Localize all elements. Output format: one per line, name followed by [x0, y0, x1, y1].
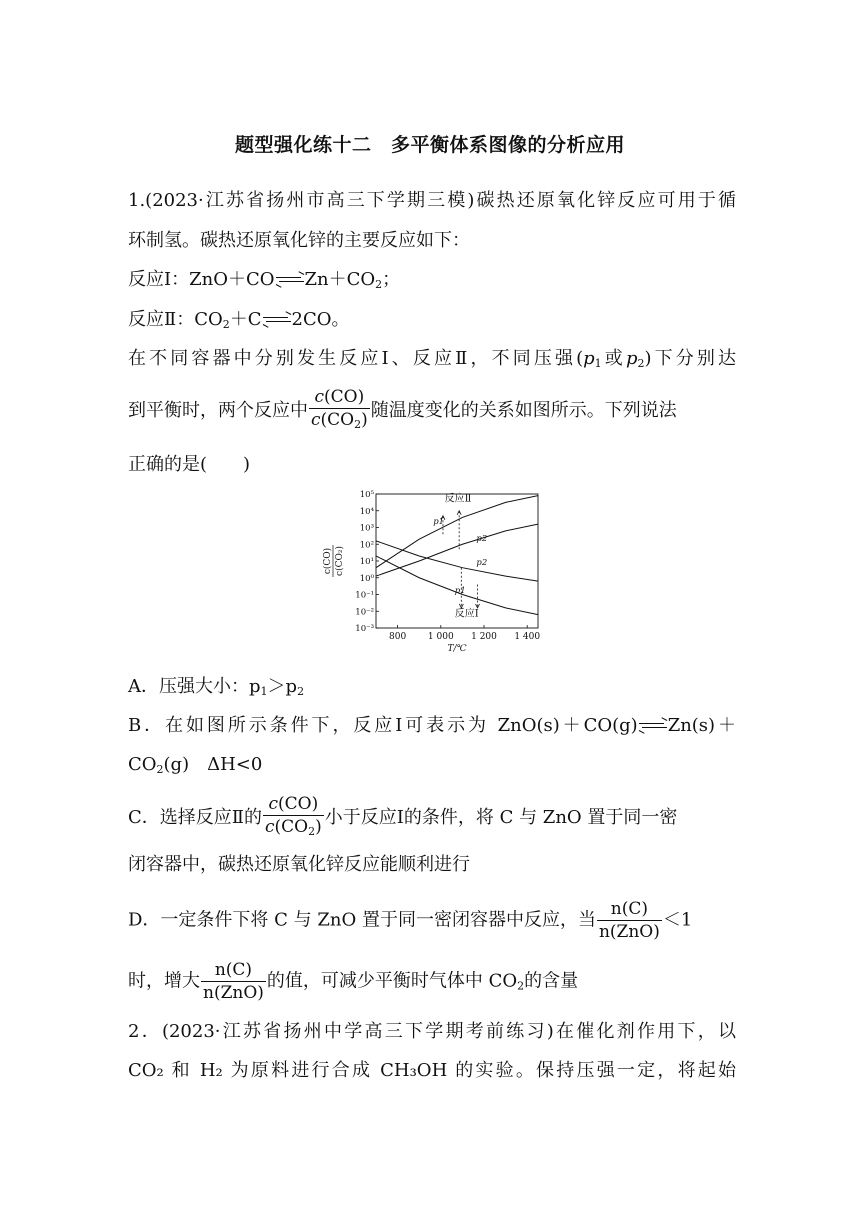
option-d-line-1 — [128, 898, 736, 943]
option-b-a: B．在如图所示条件下，反应Ⅰ可表示为 ZnO(s)＋CO(g) — [128, 715, 638, 736]
q1-line-7: 正确的是( ) — [128, 454, 251, 475]
option-c-line-1 — [128, 793, 736, 843]
x-tick-label: 1 400 — [514, 632, 541, 642]
q1-line-6-b: 随温度变化的关系如图所示。下列说法 — [370, 400, 677, 421]
p1-symbol: p — [583, 348, 595, 369]
d-frac-den: n(ZnO) — [598, 922, 660, 942]
x-axis-label: T/℃ — [447, 644, 467, 654]
option-b-b: Zn(s)＋ — [667, 715, 736, 736]
reaction-1-right: Zn＋CO — [304, 269, 376, 290]
page-title: 题型强化练十二 多平衡体系图像的分析应用 — [234, 134, 625, 156]
q1-line-2: 环制氢。碳热还原氧化锌的主要反应如下： — [128, 230, 470, 251]
reaction-1-label: 反应Ⅰ： — [128, 269, 190, 290]
option-c-b: 小于反应Ⅰ的条件，将 C 与 ZnO 置于同一密 — [324, 807, 678, 828]
q1-line-5-a: 在不同容器中分别发生反应Ⅰ、反应Ⅱ，不同压强( — [128, 348, 584, 369]
option-b-2b: (g) ΔH<0 — [163, 754, 263, 775]
q1-line-6 — [128, 386, 736, 436]
chart-axes — [322, 490, 540, 654]
q1-line-5-b: )下分别达 — [644, 348, 736, 369]
q2-line-1: 2．(2023·江苏省扬州中学高三下学期考前练习)在催化剂作用下，以 — [128, 1021, 736, 1042]
option-b-2a: CO — [128, 754, 157, 775]
option-a: A．压强大小：$p_1>p_2$ — [128, 676, 305, 698]
option-d-2c: 的含量 — [524, 970, 579, 992]
option-d-a: D．一定条件下将 C 与 ZnO 置于同一密闭容器中反应，当 — [128, 909, 596, 931]
d2-frac-num: n(C) — [201, 959, 266, 982]
q1-line-5-or: 或 — [601, 348, 626, 369]
p2-symbol: p — [625, 348, 638, 369]
label-pressure: p2 — [476, 533, 488, 544]
y-tick-label: 10⁴ — [359, 506, 374, 517]
q2-line-2: CO₂ 和 H₂ 为原料进行合成 CH₃OH 的实验。保持压强一定，将起始 — [128, 1060, 736, 1081]
q1-line-6-a: 到平衡时，两个反应中 — [128, 400, 308, 421]
y-axis-label — [322, 545, 345, 577]
d2-frac-den: n(ZnO) — [203, 983, 264, 1003]
series-line — [376, 496, 538, 568]
d-frac-num: n(C) — [597, 898, 662, 921]
fraction-co-co2: $\frac{c(CO)}{c(CO_2)}$ — [311, 387, 368, 431]
label-reaction-1: 反应Ⅰ — [454, 608, 479, 620]
x-tick-label: 1 200 — [471, 632, 497, 642]
y-tick-label: 10¹ — [359, 557, 374, 567]
fraction-co-co2: $\frac{c(CO)}{c(CO_2)}$ — [265, 794, 322, 838]
q1-line-5: 在不同容器中分别发生反应Ⅰ、反应Ⅱ，不同压强($p_1$或$p_2$)下分别达 — [128, 348, 736, 370]
option-b-line-2: $CO_2(g)$ ΔH<0 — [128, 754, 263, 776]
y-tick-label: 10⁻¹ — [355, 590, 374, 601]
option-c-a: C．选择反应Ⅱ的 — [128, 807, 263, 828]
x-tick-label: 1 000 — [427, 632, 454, 642]
y-tick-label: 10⁻³ — [355, 624, 374, 634]
option-d-b: ＜1 — [662, 909, 693, 931]
option-d-2b: 的值，可减少平衡时气体中 CO — [266, 970, 518, 992]
reaction-1-tail: ； — [382, 269, 401, 290]
equilibrium-arrow-icon — [639, 721, 667, 731]
chart-plot — [376, 492, 538, 620]
y-tick-label: 10⁻² — [355, 607, 374, 618]
series-line — [376, 541, 538, 581]
label-pressure: p1 — [454, 585, 466, 596]
y-tick-label: 10² — [359, 540, 374, 551]
reaction-1: 反应Ⅰ：ZnO＋CO $Zn+CO_2$； — [128, 269, 401, 291]
label-reaction-2: 反应Ⅱ — [444, 493, 472, 505]
label-pressure: p2 — [476, 558, 488, 569]
reaction-2: 反应Ⅱ：$CO_2+C$ 2CO。 — [128, 309, 350, 331]
option-d-2a: 时，增大 — [128, 970, 200, 992]
y-tick-label: 10⁰ — [359, 573, 374, 584]
q1-line-1: 1.(2023·江苏省扬州市高三下学期三模)碳热还原氧化锌反应可用于循 — [128, 190, 736, 211]
y-label-den: c(CO₂) — [335, 546, 345, 576]
reaction-2-left-a: CO — [194, 309, 223, 330]
reaction-2-left-b: ＋C — [229, 309, 262, 330]
fraction-nc-nzno — [597, 898, 662, 943]
y-tick-label: 10⁵ — [359, 490, 374, 500]
option-c-line-2: 闭容器中，碳热还原氧化锌反应能顺利进行 — [128, 854, 470, 875]
fraction-nc-nzno — [201, 959, 266, 1004]
label-pressure: p1 — [433, 517, 445, 528]
equilibrium-chart — [318, 488, 544, 660]
y-label-num: c(CO) — [323, 547, 333, 575]
option-a-text: A．压强大小：p — [128, 676, 261, 697]
option-a-gt: ＞p — [267, 676, 298, 697]
y-tick-label: 10³ — [359, 523, 374, 534]
reaction-1-left: ZnO＋CO — [189, 269, 275, 290]
equilibrium-arrow-icon — [263, 315, 291, 325]
reaction-2-label: 反应Ⅱ： — [128, 309, 195, 330]
equilibrium-arrow-icon — [276, 275, 304, 285]
x-tick-label: 800 — [389, 632, 407, 642]
reaction-2-right: 2CO。 — [291, 309, 350, 330]
option-d-line-2: 时，增大 $\frac{n(C)}{\text{n(ZnO)}}$ 的值，可减少平衡时气体中 $CO_2$的含量 — [128, 960, 579, 1003]
option-b-line-1 — [128, 712, 736, 740]
